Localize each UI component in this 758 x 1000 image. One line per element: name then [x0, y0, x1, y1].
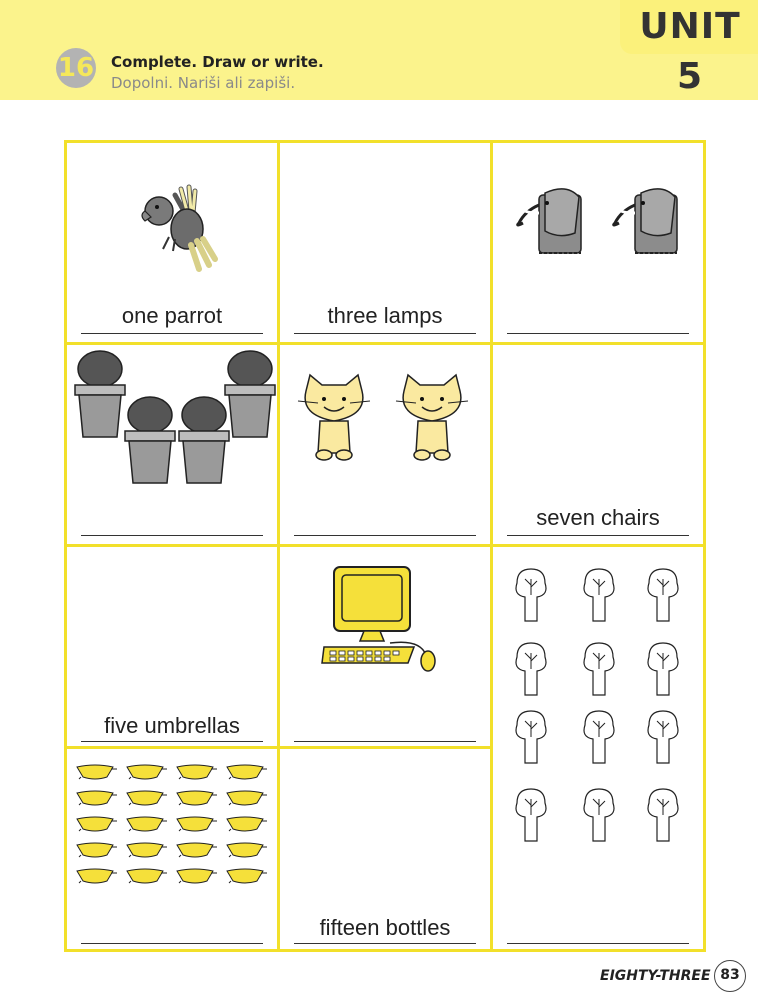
tree-icon — [643, 639, 683, 699]
exercise-number-badge: 16 — [56, 48, 96, 88]
tree-icon — [579, 707, 619, 767]
elephant-icon — [605, 183, 687, 259]
plant-pot-icon — [73, 349, 127, 439]
page-number: 83 — [714, 960, 746, 992]
answer-line[interactable] — [81, 333, 263, 334]
cell-plants — [64, 342, 280, 547]
tree-icon — [579, 785, 619, 845]
cell-trees — [490, 544, 706, 952]
computer-icon — [320, 563, 450, 673]
tree-icon — [511, 785, 551, 845]
tree-icon — [643, 707, 683, 767]
answer-line[interactable] — [81, 741, 263, 742]
answer-line[interactable] — [294, 943, 476, 944]
answer-line[interactable] — [507, 943, 689, 944]
cell-label-lamps: three lamps — [327, 303, 443, 328]
answer-line[interactable] — [294, 741, 476, 742]
tree-icon — [511, 565, 551, 625]
answer-line[interactable] — [294, 535, 476, 536]
cell-label-bottles: fifteen bottles — [319, 915, 451, 940]
cell-lamps — [277, 140, 493, 345]
answer-line[interactable] — [507, 333, 689, 334]
tree-icon — [511, 639, 551, 699]
cat-icon — [294, 373, 374, 463]
tree-icon — [643, 565, 683, 625]
cell-label-chairs: seven chairs — [536, 505, 660, 530]
parrot-icon — [129, 181, 219, 271]
cell-parrot — [64, 140, 280, 345]
cell-cats — [277, 342, 493, 547]
cell-bananas — [64, 746, 280, 952]
tree-icon — [511, 707, 551, 767]
exercise-grid — [64, 140, 706, 952]
plant-pot-icon — [223, 349, 277, 439]
banana-bunch-icon — [73, 763, 273, 893]
elephant-icon — [509, 183, 591, 259]
tree-icon — [643, 785, 683, 845]
instruction-slovene: Dopolni. Nariši ali zapiši. — [111, 74, 296, 92]
cell-label-parrot: one parrot — [121, 303, 223, 328]
cell-computer — [277, 544, 493, 749]
answer-line[interactable] — [294, 333, 476, 334]
cell-elephants — [490, 140, 706, 345]
instruction-english: Complete. Draw or write. — [111, 53, 324, 71]
cell-bottles — [277, 746, 493, 952]
tree-icon — [579, 639, 619, 699]
cell-chairs — [490, 342, 706, 547]
cat-icon — [392, 373, 472, 463]
cell-label-umbrellas: five umbrellas — [104, 713, 240, 738]
answer-line[interactable] — [507, 535, 689, 536]
answer-line[interactable] — [81, 535, 263, 536]
page-number-words: EIGHTY-THREE — [600, 968, 711, 984]
plant-pot-icon — [123, 395, 177, 485]
cell-umbrellas — [64, 544, 280, 749]
tree-icon — [579, 565, 619, 625]
answer-line[interactable] — [81, 943, 263, 944]
unit-title: UNIT 5 — [639, 6, 741, 97]
